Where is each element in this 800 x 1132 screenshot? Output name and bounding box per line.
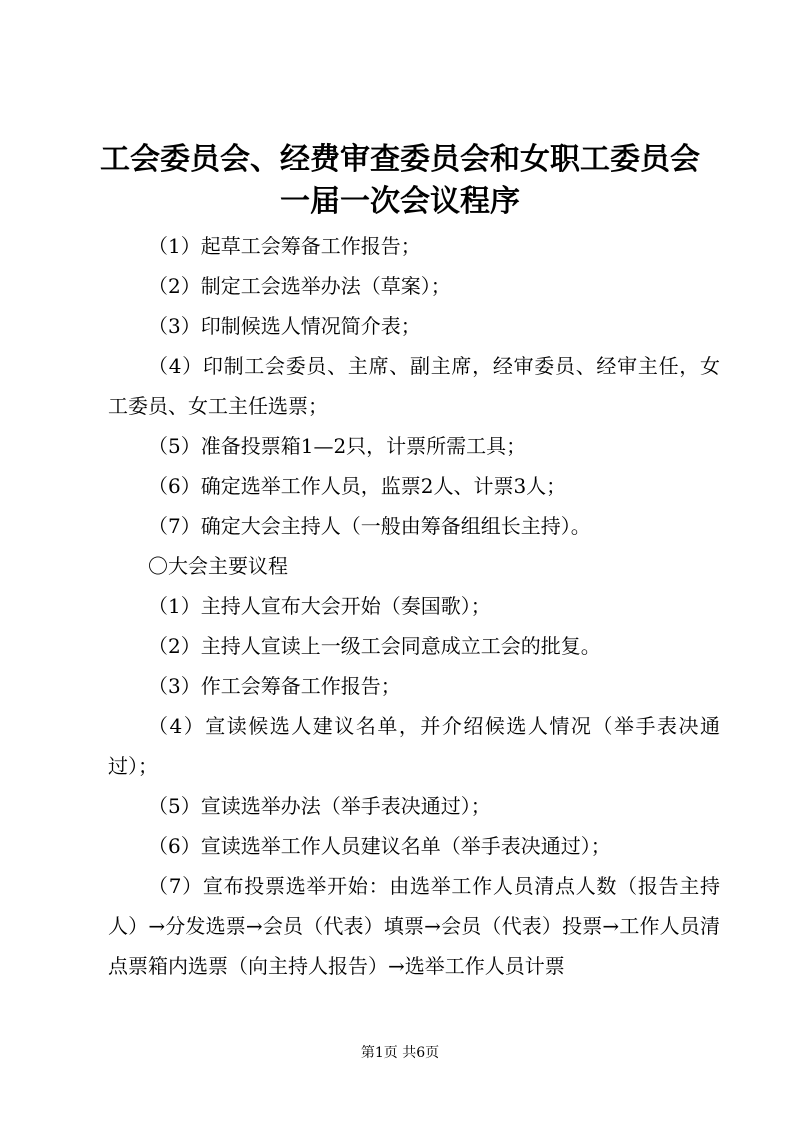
paragraph: （2）制定工会选举办法（草案）； (148, 274, 451, 298)
document-title-line-2: 一届一次会议程序 (280, 184, 520, 219)
paragraph: （1）主持人宣布大会开始（奏国歌）； (148, 594, 491, 618)
paragraph: （4）宣读候选人建议名单，并介绍候选人情况（举手表决通过）； (108, 714, 720, 778)
section-heading: 〇大会主要议程 (148, 554, 288, 578)
paragraph: （3）印制候选人情况简介表； (148, 314, 421, 338)
document-body (108, 226, 720, 986)
page-footer: 第1页 共6页 (360, 1045, 440, 1061)
paragraph: （7）确定大会主持人（一般由筹备组组长主持）。 (148, 514, 591, 538)
paragraph: （6）宣读选举工作人员建议名单（举手表决通过）； (148, 834, 611, 858)
paragraph: （5）准备投票箱1—2只，计票所需工具； (148, 434, 527, 458)
paragraph: （1）起草工会筹备工作报告； (148, 234, 421, 258)
paragraph: （6）确定选举工作人员，监票2人、计票3人； (148, 474, 567, 498)
paragraph: （3）作工会筹备工作报告； (148, 674, 401, 698)
paragraph: （7）宣布投票选举开始：由选举工作人员清点人数（报告主持人）→分发选票→会员（代表）填票→会员（代表）投票→工作人员清点票箱内选票（向主持人报告）→选举工作人员计票 (108, 874, 720, 978)
paragraph: （4）印制工会委员、主席、副主席，经审委员、经审主任，女工委员、女工主任选票； (108, 354, 720, 418)
paragraph: （2）主持人宣读上一级工会同意成立工会的批复。 (148, 634, 601, 658)
document-title-line-1: 工会委员会、经费审查委员会和女职工委员会 (100, 142, 700, 177)
paragraph: （5）宣读选举办法（举手表决通过）； (148, 794, 491, 818)
